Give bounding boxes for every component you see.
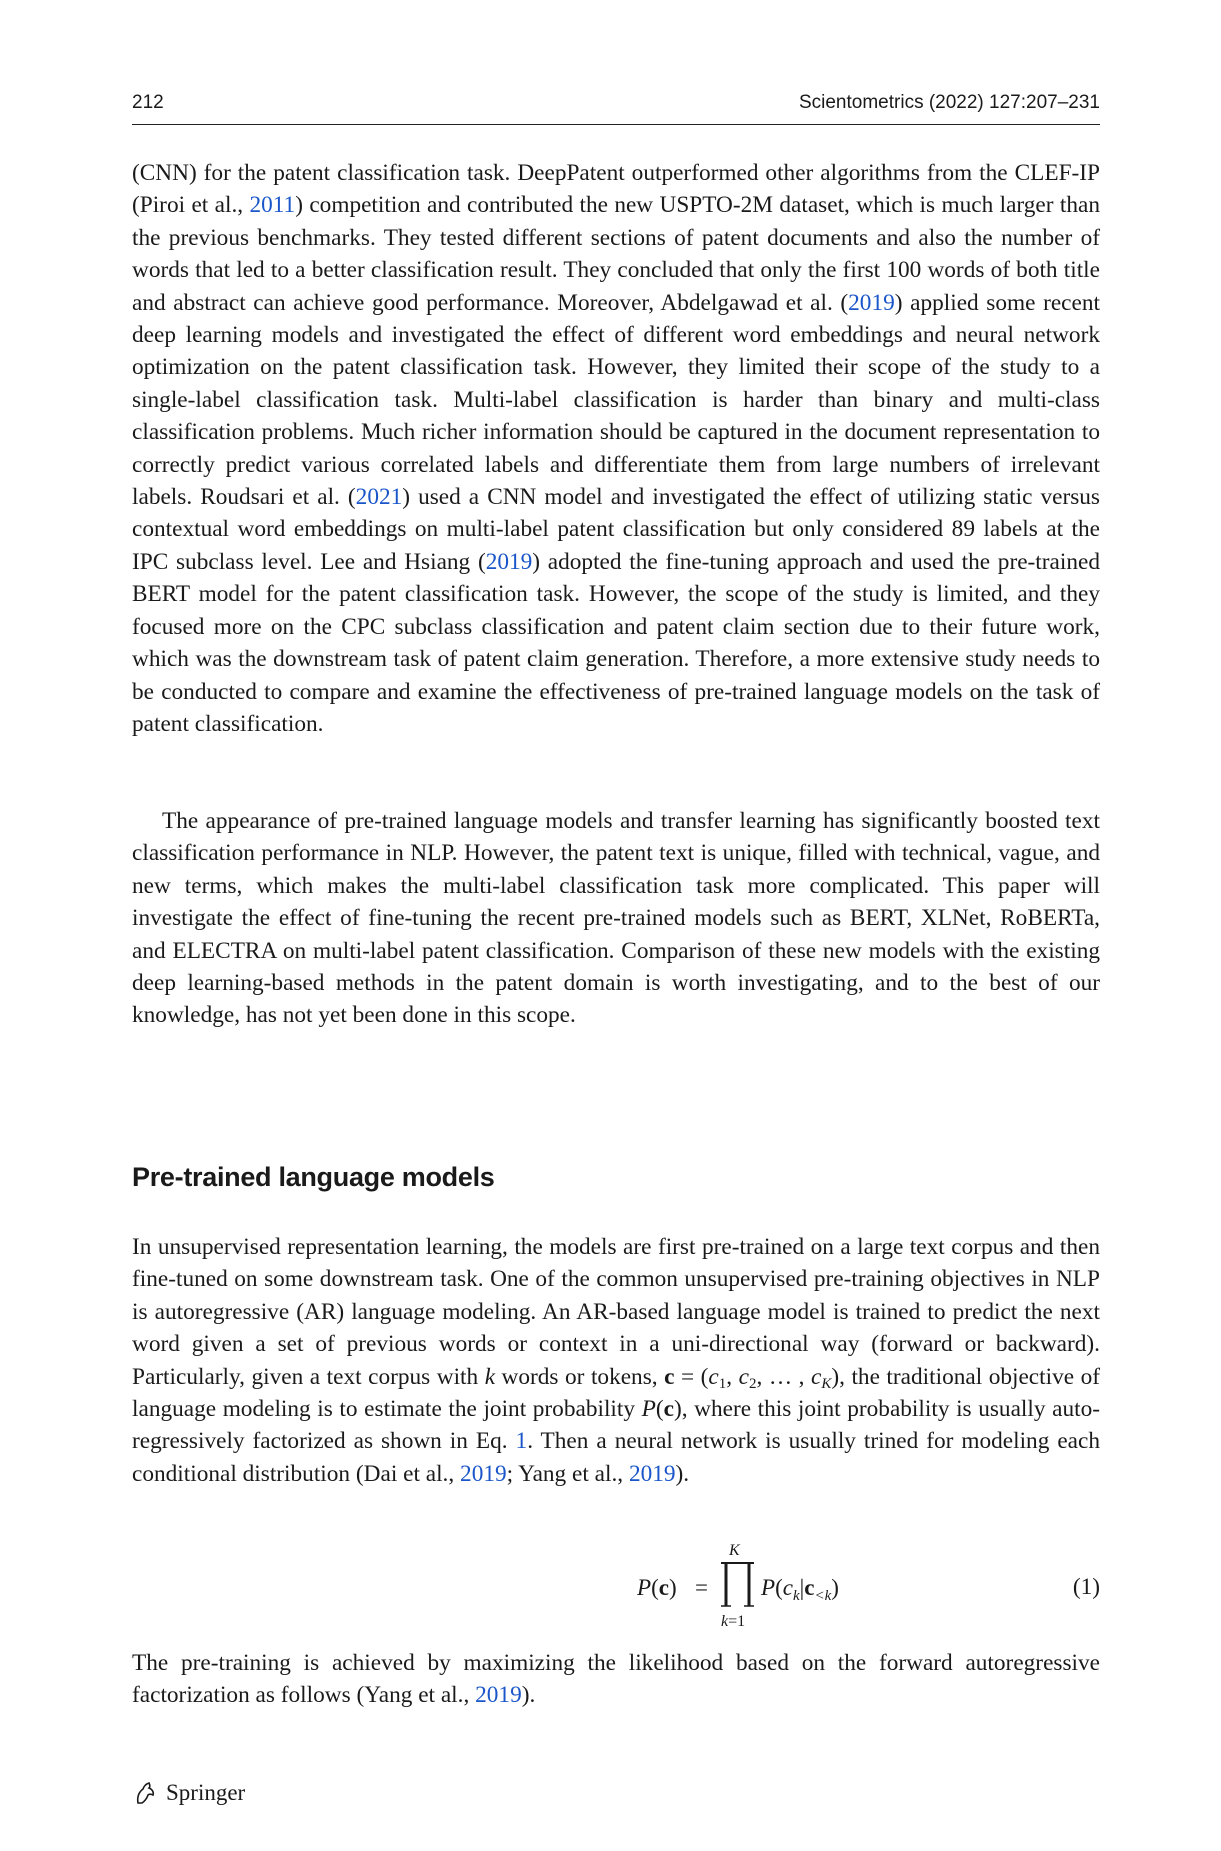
publisher-footer (132, 1780, 245, 1806)
text-run: In unsupervised representation learning, the models are first pre-trained on a large text corpus and then fine-tuned on some downstream task. One of the common unsupervised pre-training objectives in NLP is autoregressive (AR) language modeling. An AR-based language model is trained to predict the next word given a set of previous words or context in a uni-directional way (forward or backward). Particularly, given a text corpus with (132, 1234, 1100, 1390)
math-sub: 1 (718, 1375, 727, 1392)
citation-link[interactable]: 2021 (355, 484, 403, 511)
eq-lhs-p: P(c) (637, 1575, 677, 1600)
text-run: . Then a neural network is usually trined for modeling each conditional distribution (Dai et al., (132, 1428, 1100, 1487)
paragraph-ar-modeling (132, 1231, 1100, 1490)
math-sub: 2 (748, 1375, 757, 1392)
paragraph-motivation (132, 805, 1100, 1032)
text-run: ) used a CNN model and investigated the effect of utilizing static versus contextual word embeddings on multi-label patent classification but only considered 89 labels at the IPC subclass level. Lee and Hsiang ( (132, 484, 1100, 575)
text-run: ). (521, 1682, 536, 1709)
math-var: k (484, 1363, 496, 1390)
math-op: ( (655, 1396, 664, 1423)
page-number: 212 (132, 92, 164, 113)
math-var: c (664, 1363, 675, 1390)
citation-link[interactable]: 2019 (460, 1460, 507, 1487)
equation-formula (637, 1540, 867, 1630)
math-op: , (726, 1363, 739, 1390)
text-run: ) applied some recent deep learning models and investigated the effect of different word embeddings and neural network optimization on the patent classification task. However, they limited their scope of the study to a single-label classification task. Multi-label classification is harder than binary and multi-class classification problems. Much richer information should be captured in the document representation to correctly predict various correlated labels and differentiate them from large numbers of irrelevant labels. Roudsari et al. ( (132, 289, 1100, 511)
math-sub: K (821, 1375, 832, 1392)
math-var: c (708, 1363, 719, 1390)
text-run: words or tokens, (495, 1363, 665, 1390)
math-var: P (641, 1396, 656, 1423)
paragraph-related-work (132, 157, 1100, 740)
text-run: , where this joint probability is usually auto-regressively factorized as shown in Eq. (132, 1396, 1100, 1455)
math-var: c (663, 1396, 674, 1423)
math-op: ) (673, 1396, 682, 1423)
eq-equals: = (695, 1575, 708, 1600)
math-op: , … , (756, 1363, 811, 1390)
equation-link[interactable]: 1 (515, 1428, 528, 1455)
publisher-name: Springer (166, 1780, 246, 1805)
text-run: ). (675, 1460, 690, 1487)
math-var: c (738, 1363, 749, 1390)
eq-rhs: $P(c_k|c_{<k})$ (761, 1575, 839, 1604)
citation-link[interactable]: 2011 (249, 192, 296, 219)
springer-horse-icon (132, 1780, 158, 1806)
eq-prod-lower: k=1 (721, 1613, 746, 1630)
citation-link[interactable]: 2019 (475, 1682, 522, 1709)
text-run: (CNN) for the patent classification task. DeepPatent outperformed other algorithms from the CLEF-IP (Piroi et al., (132, 160, 1100, 219)
text-run: ) competition and contributed the new USPTO-2M dataset, which is much larger than the previous benchmarks. They tested different sections of patent documents and also the number of words that led to a better classification result. They concluded that only the first 100 words of both title and abstract can achieve good performance. Moreover, Abdelgawad et al. ( (132, 192, 1100, 316)
text-run: The pre-training is achieved by maximizing the likelihood based on the forward autoregressive factorization as follows (Yang et al., (132, 1650, 1100, 1709)
journal-reference: Scientometrics (2022) 127:207–231 (798, 92, 1100, 113)
math-op: = ( (674, 1363, 709, 1390)
text-run: ; Yang et al., (506, 1460, 629, 1487)
eq-prod-upper: K (729, 1542, 740, 1559)
citation-link[interactable]: 2019 (848, 289, 895, 316)
running-header (132, 88, 1100, 125)
product-symbol (721, 1563, 754, 1606)
citation-link[interactable]: 2019 (628, 1460, 676, 1487)
text-run: ), the traditional objective of language modeling is to estimate the joint probability (132, 1363, 1101, 1423)
section-heading: Pre-trained language models (132, 1162, 495, 1192)
citation-link[interactable]: 2019 (485, 548, 533, 575)
text-run: ) adopted the fine-tuning approach and used the pre-trained BERT model for the patent classification task. However, the scope of the study is limited, and they focused more on the CPC subclass classification and patent claim section due to their future work, which was the downstream task of patent claim generation. Therefore, a more extensive study needs to be conducted to compare and examine the effectiveness of pre-trained language models on the task of patent classification. (132, 548, 1100, 737)
paragraph-pretraining-objective (132, 1647, 1100, 1712)
equation-number: (1) (1072, 1574, 1100, 1600)
equation-1 (132, 1540, 1100, 1630)
math-var: c (810, 1363, 822, 1390)
text-run: The appearance of pre-trained language models and transfer learning has significantly boosted text classification performance in NLP. However, the patent text is unique, filled with technical, vague, and new terms, which makes the multi-label classification task more complicated. This paper will investigate the effect of fine-tuning the recent pre-trained models such as BERT, XLNet, RoBERTa, and ELECTRA on multi-label patent classification. Comparison of these new models with the existing deep learning-based methods in the patent domain is worth investigating, and to the best of our knowledge, has not yet been done in this scope. (132, 808, 1100, 1029)
